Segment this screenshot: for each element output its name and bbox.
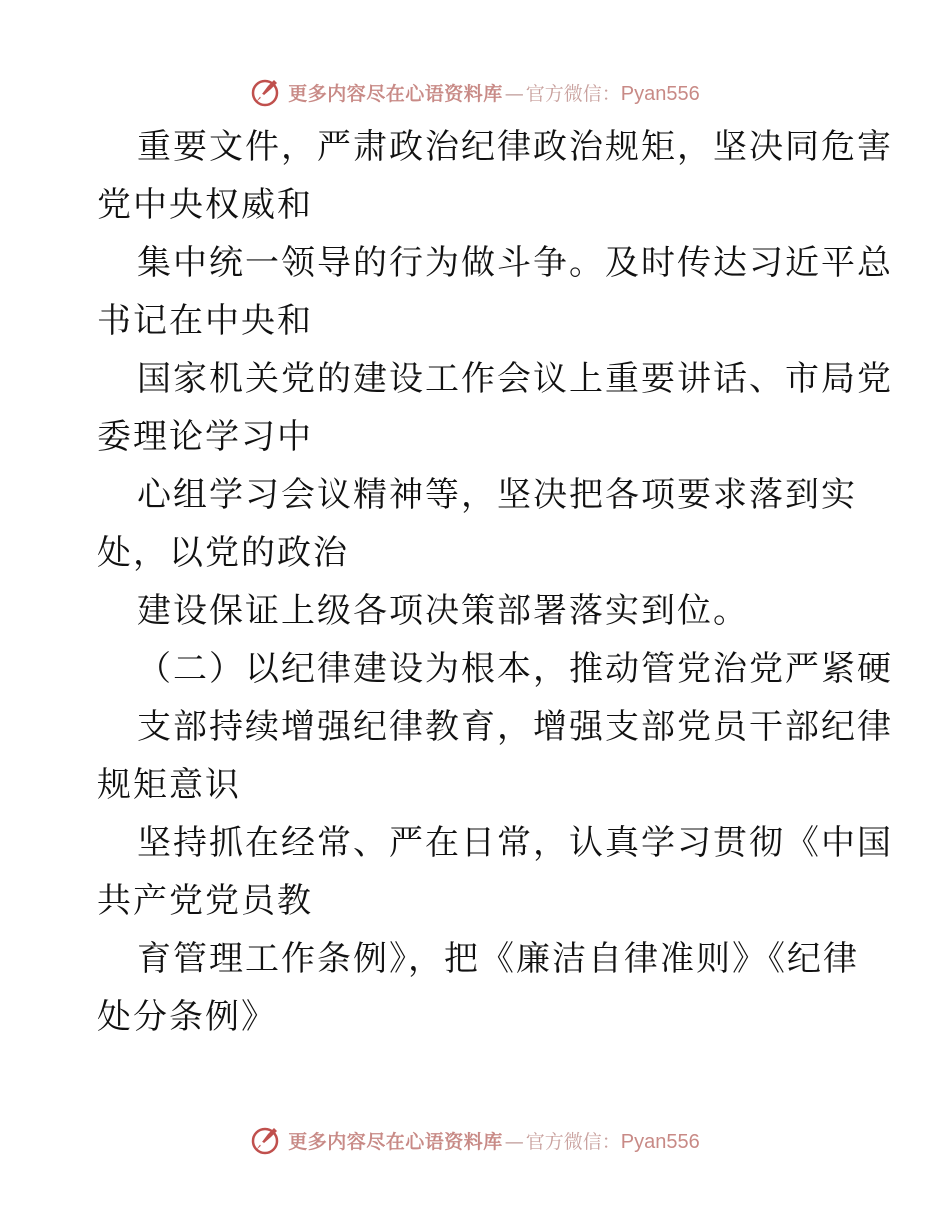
- footer-wechat-id: Pyan556: [620, 1130, 700, 1153]
- text-line: 共产党党员教: [97, 881, 313, 921]
- header-site-name: 更多内容尽在心语资料库: [288, 82, 503, 105]
- footer-watermark-text: [288, 1127, 700, 1154]
- text-line: 书记在中央和: [97, 301, 313, 341]
- text-line: 处，以党的政治: [97, 533, 349, 573]
- text-line: 处分条例》: [97, 997, 277, 1037]
- footer-separator: —: [504, 1130, 524, 1153]
- footer-wechat-label: 官方微信：: [525, 1130, 621, 1153]
- pen-logo-icon: [250, 1124, 282, 1156]
- pen-logo-icon: [250, 76, 282, 108]
- text-line: 规矩意识: [97, 765, 241, 805]
- header-wechat-id: Pyan556: [620, 82, 700, 105]
- text-line: 建设保证上级各项决策部署落实到位。: [137, 591, 749, 631]
- text-line: 支部持续增强纪律教育，增强支部党员干部纪律: [137, 707, 893, 747]
- footer-site-name: 更多内容尽在心语资料库: [288, 1130, 503, 1153]
- header-wechat-label: 官方微信：: [525, 82, 621, 105]
- text-line: 委理论学习中: [97, 417, 313, 457]
- document-body: [97, 118, 893, 1046]
- header-watermark-text: [288, 79, 700, 106]
- text-line: 心组学习会议精神等，坚决把各项要求落到实: [137, 475, 857, 515]
- text-line: 党中央权威和: [97, 185, 313, 225]
- footer-watermark: [0, 1120, 950, 1160]
- text-line: 育管理工作条例》，把《廉洁自律准则》《纪律: [137, 939, 859, 979]
- text-line: 集中统一领导的行为做斗争。及时传达习近平总: [137, 243, 893, 283]
- header-separator: —: [504, 82, 524, 105]
- text-line: 坚持抓在经常、严在日常，认真学习贯彻《中国: [137, 823, 893, 863]
- text-line: 重要文件，严肃政治纪律政治规矩，坚决同危害: [137, 127, 893, 167]
- text-line: （二）以纪律建设为根本，推动管党治党严紧硬: [137, 649, 893, 689]
- text-line: 国家机关党的建设工作会议上重要讲话、市局党: [137, 359, 893, 399]
- header-watermark: [0, 72, 950, 112]
